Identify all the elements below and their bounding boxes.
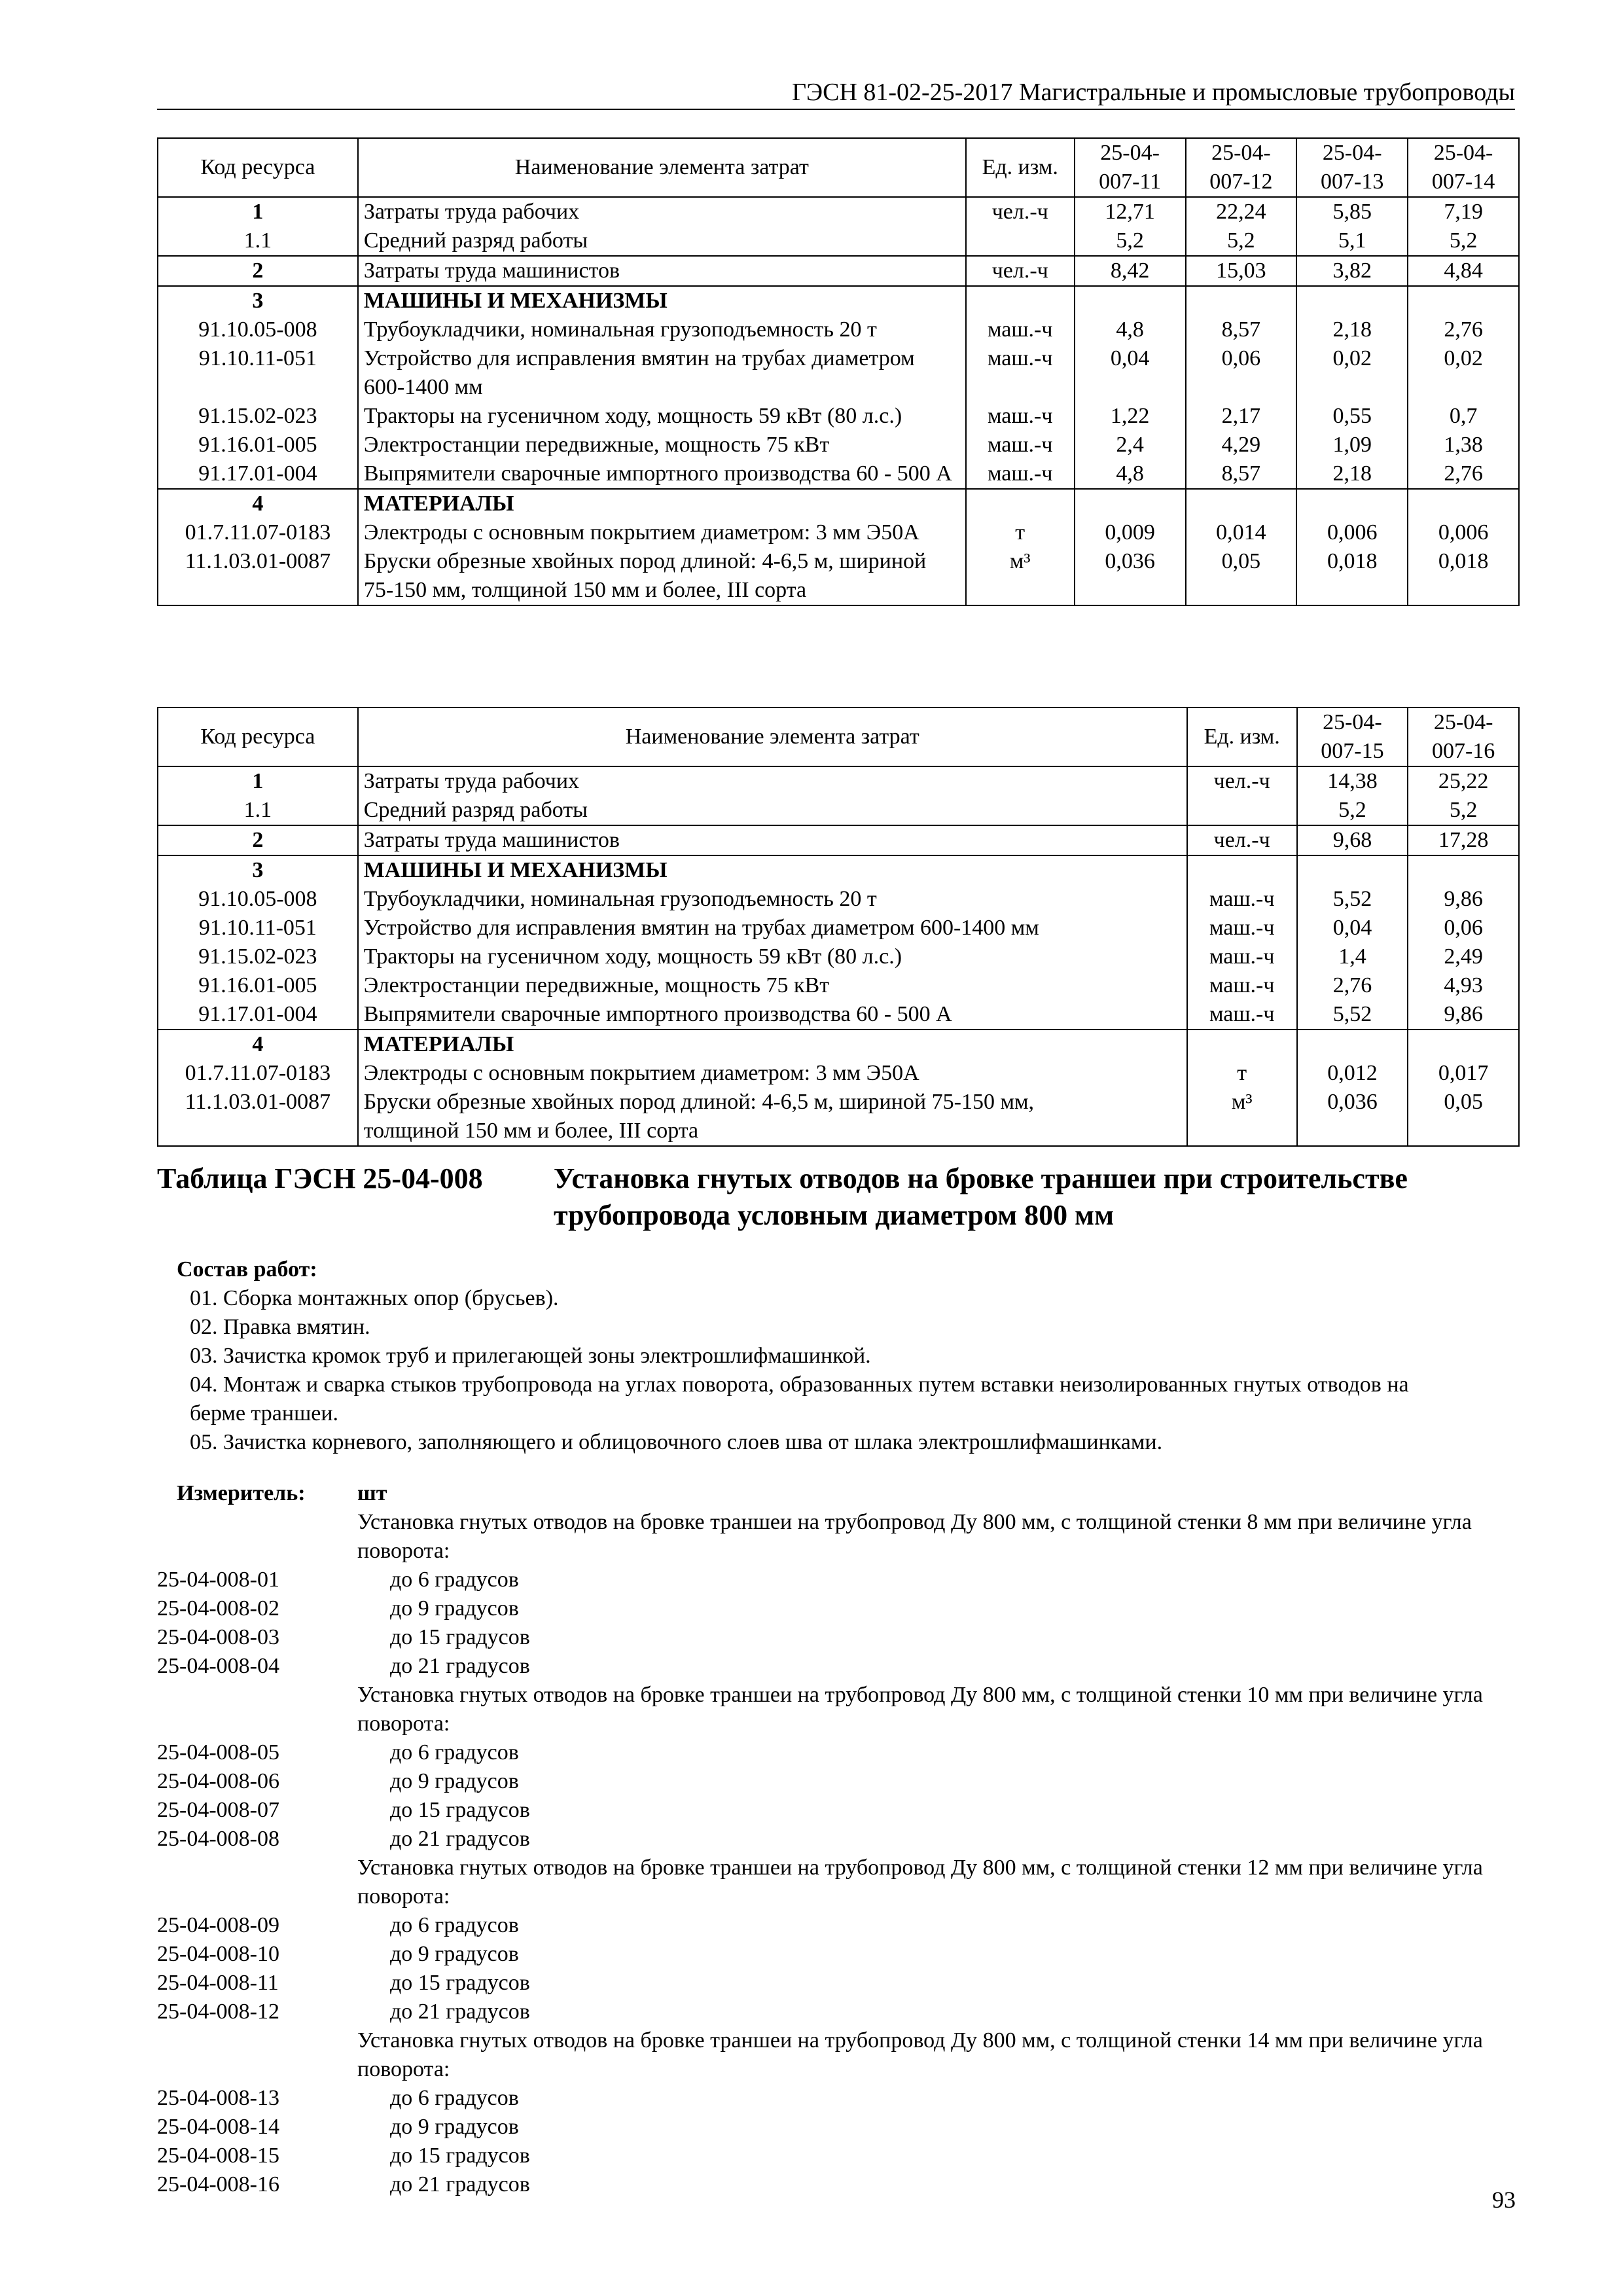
row-name: Устройство для исправления вмятин на трубах диаметром 600-1400 мм — [358, 914, 1187, 942]
table-row — [158, 402, 1519, 431]
row-unit: маш.-ч — [1187, 885, 1297, 914]
row-value: 4,93 — [1408, 971, 1519, 1000]
row-value: 17,28 — [1408, 825, 1519, 855]
row-name: Бруски обрезные хвойных пород длиной: 4-6,5 м, шириной 75-150 мм, толщиной 150 мм и более, III сорта — [358, 1088, 1187, 1146]
norm-text: до 15 градусов — [390, 1971, 530, 1995]
row-value: 2,76 — [1408, 315, 1519, 344]
row-code: 91.10.11-051 — [158, 344, 358, 402]
list-item — [157, 1940, 1499, 1969]
row-name: МАШИНЫ И МЕХАНИЗМЫ — [358, 855, 1187, 885]
group-description: Установка гнутых отводов на бровке траншеи на трубопровод Ду 800 мм, с толщиной стенки 12 мм при величине угла поворота: — [357, 1856, 1483, 1909]
row-name: МАШИНЫ И МЕХАНИЗМЫ — [358, 286, 966, 315]
row-unit: маш.-ч — [966, 402, 1075, 431]
row-value: 1,09 — [1296, 431, 1408, 459]
measure-label: Измеритель: — [177, 1481, 306, 1505]
row-value: 4,8 — [1075, 315, 1186, 344]
norm-text: до 15 градусов — [390, 1798, 530, 1822]
measure-unit: шт — [357, 1481, 387, 1505]
row-value: 5,1 — [1296, 226, 1408, 256]
row-value: 0,55 — [1296, 402, 1408, 431]
row-value: 9,86 — [1408, 885, 1519, 914]
running-header: ГЭСН 81-02-25-2017 Магистральные и промысловые трубопроводы — [157, 76, 1515, 110]
norm-code: 25-04-008-01 — [157, 1568, 279, 1592]
row-value: 2,76 — [1297, 971, 1408, 1000]
row-value: 2,76 — [1408, 459, 1519, 489]
row-unit: т — [966, 518, 1075, 547]
list-item — [157, 1998, 1499, 2026]
row-code: 1 — [158, 197, 358, 226]
norm-code: 25-04-008-12 — [157, 2000, 279, 2024]
composition-list — [190, 1284, 1446, 1457]
norm-text: до 6 градусов — [390, 1913, 519, 1937]
norm-code: 25-04-008-08 — [157, 1827, 279, 1851]
row-name: Электроды с основным покрытием диаметром: 3 мм Э50А — [358, 518, 966, 547]
header-code: Код ресурса — [158, 708, 358, 766]
row-value: 0,017 — [1408, 1059, 1519, 1088]
header-name: Наименование элемента затрат — [358, 708, 1187, 766]
row-value: 4,8 — [1075, 459, 1186, 489]
table-row — [158, 825, 1519, 855]
row-value: 0,036 — [1297, 1088, 1408, 1146]
row-value: 0,05 — [1186, 547, 1297, 605]
row-name: Затраты труда рабочих — [358, 197, 966, 226]
row-value: 0,018 — [1296, 547, 1408, 605]
row-value: 8,57 — [1186, 459, 1297, 489]
norm-code: 25-04-008-07 — [157, 1798, 279, 1822]
norm-list — [157, 1508, 1499, 2199]
row-name: Средний разряд работы — [358, 796, 1187, 825]
table-row — [158, 547, 1519, 605]
row-value: 2,17 — [1186, 402, 1297, 431]
row-value: 25,22 — [1408, 766, 1519, 796]
table-row — [158, 489, 1519, 518]
list-item — [157, 1969, 1499, 1998]
norm-code: 25-04-008-02 — [157, 1596, 279, 1621]
row-code: 3 — [158, 286, 358, 315]
norm-text: до 6 градусов — [390, 1568, 519, 1592]
row-code: 01.7.11.07-0183 — [158, 518, 358, 547]
norm-text: до 6 градусов — [390, 1740, 519, 1765]
norm-text: до 21 градусов — [390, 1654, 530, 1678]
table-row — [158, 1059, 1519, 1088]
list-item — [157, 1652, 1499, 1681]
row-unit: чел.-ч — [966, 256, 1075, 286]
row-unit — [1187, 796, 1297, 825]
row-code: 91.16.01-005 — [158, 971, 358, 1000]
row-code: 91.17.01-004 — [158, 459, 358, 489]
row-code: 4 — [158, 489, 358, 518]
norm-text: до 21 градусов — [390, 1827, 530, 1851]
table-row — [158, 256, 1519, 286]
row-value: 0,06 — [1408, 914, 1519, 942]
table-row — [158, 1000, 1519, 1030]
row-name: МАТЕРИАЛЫ — [358, 1030, 1187, 1059]
row-value: 1,38 — [1408, 431, 1519, 459]
group-description: Установка гнутых отводов на бровке траншеи на трубопровод Ду 800 мм, с толщиной стенки 10 мм при величине угла поворота: — [357, 1683, 1483, 1736]
table-row — [158, 459, 1519, 489]
row-value: 0,02 — [1296, 344, 1408, 402]
row-code: 91.10.05-008 — [158, 885, 358, 914]
norm-code: 25-04-008-15 — [157, 2144, 279, 2168]
row-code: 3 — [158, 855, 358, 885]
row-value: 9,68 — [1297, 825, 1408, 855]
norm-code: 25-04-008-06 — [157, 1769, 279, 1793]
row-value: 0,02 — [1408, 344, 1519, 402]
row-name: Затраты труда машинистов — [358, 825, 1187, 855]
row-value: 7,19 — [1408, 197, 1519, 226]
row-unit: чел.-ч — [966, 197, 1075, 226]
norm-text: до 21 градусов — [390, 2172, 530, 2197]
table-row — [158, 971, 1519, 1000]
list-item — [157, 1738, 1499, 1767]
page-number: 93 — [1492, 2187, 1516, 2213]
list-item — [157, 1825, 1499, 1854]
table-row — [158, 315, 1519, 344]
row-value: 0,04 — [1297, 914, 1408, 942]
table-row — [158, 796, 1519, 825]
row-value: 5,2 — [1408, 796, 1519, 825]
row-name: Бруски обрезные хвойных пород длиной: 4-6,5 м, шириной 75-150 мм, толщиной 150 мм и более, III сорта — [358, 547, 966, 605]
norm-text: до 9 градусов — [390, 1769, 519, 1793]
row-value: 2,4 — [1075, 431, 1186, 459]
norm-text: до 6 градусов — [390, 2086, 519, 2110]
composition-title: Состав работ: — [177, 1257, 317, 1282]
row-code: 91.10.05-008 — [158, 315, 358, 344]
row-name: Устройство для исправления вмятин на трубах диаметром 600-1400 мм — [358, 344, 966, 402]
resource-table-1 — [157, 137, 1520, 606]
table-row — [158, 286, 1519, 315]
row-value: 1,22 — [1075, 402, 1186, 431]
list-item: 01. Сборка монтажных опор (брусьев). — [190, 1286, 559, 1310]
table-row — [158, 1088, 1519, 1146]
list-item: 03. Зачистка кромок труб и прилегающей зоны электрошлифмашинкой. — [190, 1344, 871, 1368]
list-item — [157, 2084, 1499, 2113]
row-code: 11.1.03.01-0087 — [158, 547, 358, 605]
table-row — [158, 226, 1519, 256]
row-value: 0,06 — [1186, 344, 1297, 402]
norm-code: 25-04-008-14 — [157, 2115, 279, 2139]
row-unit: маш.-ч — [1187, 914, 1297, 942]
row-name: Средний разряд работы — [358, 226, 966, 256]
header-col: 25-04- 007-16 — [1408, 708, 1519, 766]
row-code: 91.16.01-005 — [158, 431, 358, 459]
row-value: 0,014 — [1186, 518, 1297, 547]
list-item — [157, 1623, 1499, 1652]
row-value: 2,18 — [1296, 315, 1408, 344]
row-value: 2,49 — [1408, 942, 1519, 971]
row-value: 4,84 — [1408, 256, 1519, 286]
norm-text: до 15 градусов — [390, 1625, 530, 1649]
row-name: Тракторы на гусеничном ходу, мощность 59 кВт (80 л.с.) — [358, 402, 966, 431]
list-item — [157, 2142, 1499, 2170]
row-name: МАТЕРИАЛЫ — [358, 489, 966, 518]
row-value: 12,71 — [1075, 197, 1186, 226]
row-code: 91.15.02-023 — [158, 942, 358, 971]
table-header-row — [158, 708, 1519, 766]
row-unit — [966, 226, 1075, 256]
row-value: 5,52 — [1297, 885, 1408, 914]
table-row — [158, 518, 1519, 547]
table-row — [158, 766, 1519, 796]
table-row — [158, 885, 1519, 914]
row-value: 8,57 — [1186, 315, 1297, 344]
row-unit: чел.-ч — [1187, 825, 1297, 855]
list-item — [157, 1911, 1499, 1940]
row-value: 9,86 — [1408, 1000, 1519, 1030]
row-value: 5,2 — [1408, 226, 1519, 256]
row-unit: маш.-ч — [1187, 1000, 1297, 1030]
row-name: Затраты труда машинистов — [358, 256, 966, 286]
row-unit: маш.-ч — [1187, 942, 1297, 971]
row-value: 0,012 — [1297, 1059, 1408, 1088]
row-unit: м³ — [1187, 1088, 1297, 1146]
row-unit: м³ — [966, 547, 1075, 605]
row-name: Тракторы на гусеничном ходу, мощность 59 кВт (80 л.с.) — [358, 942, 1187, 971]
row-value: 0,036 — [1075, 547, 1186, 605]
row-code: 2 — [158, 825, 358, 855]
row-value: 0,009 — [1075, 518, 1186, 547]
row-value: 5,2 — [1186, 226, 1297, 256]
table-label: Таблица ГЭСН 25-04-008 — [157, 1162, 483, 1194]
table-title: Установка гнутых отводов на бровке траншеи при строительстве трубопровода условным диаметром 800 мм — [554, 1162, 1408, 1231]
row-value: 0,006 — [1408, 518, 1519, 547]
row-value: 4,29 — [1186, 431, 1297, 459]
row-value: 0,006 — [1296, 518, 1408, 547]
list-item: 05. Зачистка корневого, заполняющего и облицовочного слоев шва от шлака электрошлифмашинками. — [190, 1430, 1163, 1454]
row-name: Трубоукладчики, номинальная грузоподъемность 20 т — [358, 885, 1187, 914]
row-value: 5,52 — [1297, 1000, 1408, 1030]
row-code: 91.17.01-004 — [158, 1000, 358, 1030]
norm-code: 25-04-008-09 — [157, 1913, 279, 1937]
row-name: Электроды с основным покрытием диаметром: 3 мм Э50А — [358, 1059, 1187, 1088]
norm-text: до 21 градусов — [390, 2000, 530, 2024]
norm-code: 25-04-008-16 — [157, 2172, 279, 2197]
norm-code: 25-04-008-04 — [157, 1654, 279, 1678]
row-value: 1,4 — [1297, 942, 1408, 971]
norm-code: 25-04-008-03 — [157, 1625, 279, 1649]
row-code: 1.1 — [158, 796, 358, 825]
row-value: 5,2 — [1075, 226, 1186, 256]
list-item — [157, 2113, 1499, 2142]
row-code: 11.1.03.01-0087 — [158, 1088, 358, 1146]
row-name: Электростанции передвижные, мощность 75 кВт — [358, 971, 1187, 1000]
header-name: Наименование элемента затрат — [358, 138, 966, 197]
row-code: 2 — [158, 256, 358, 286]
norm-text: до 9 градусов — [390, 1942, 519, 1966]
norm-code: 25-04-008-05 — [157, 1740, 279, 1765]
group-description: Установка гнутых отводов на бровке траншеи на трубопровод Ду 800 мм, с толщиной стенки 8 мм при величине угла поворота: — [357, 1510, 1472, 1563]
row-name: Выпрямители сварочные импортного производства 60 - 500 А — [358, 1000, 1187, 1030]
list-item — [157, 2170, 1499, 2199]
row-value: 2,18 — [1296, 459, 1408, 489]
row-name: Электростанции передвижные, мощность 75 кВт — [358, 431, 966, 459]
header-col: 25-04- 007-12 — [1186, 138, 1297, 197]
row-code: 1 — [158, 766, 358, 796]
header-col: 25-04- 007-11 — [1075, 138, 1186, 197]
resource-table-2 — [157, 707, 1520, 1147]
table-row — [158, 1030, 1519, 1059]
header-unit: Ед. изм. — [1187, 708, 1297, 766]
row-code: 91.10.11-051 — [158, 914, 358, 942]
norm-text: до 9 градусов — [390, 2115, 519, 2139]
row-name: Выпрямители сварочные импортного производства 60 - 500 А — [358, 459, 966, 489]
table-row — [158, 197, 1519, 226]
row-unit: маш.-ч — [966, 459, 1075, 489]
row-value: 0,05 — [1408, 1088, 1519, 1146]
list-item: 02. Правка вмятин. — [190, 1315, 370, 1339]
header-col: 25-04- 007-13 — [1296, 138, 1408, 197]
row-value: 5,2 — [1297, 796, 1408, 825]
row-unit: чел.-ч — [1187, 766, 1297, 796]
norm-text: до 9 градусов — [390, 1596, 519, 1621]
table-row — [158, 344, 1519, 402]
group-description: Установка гнутых отводов на бровке траншеи на трубопровод Ду 800 мм, с толщиной стенки 14 мм при величине угла поворота: — [357, 2028, 1483, 2081]
table-row — [158, 914, 1519, 942]
row-code: 4 — [158, 1030, 358, 1059]
norm-code: 25-04-008-13 — [157, 2086, 279, 2110]
header-col: 25-04- 007-15 — [1297, 708, 1408, 766]
row-unit: т — [1187, 1059, 1297, 1088]
row-value: 15,03 — [1186, 256, 1297, 286]
row-unit: маш.-ч — [966, 431, 1075, 459]
table-row — [158, 855, 1519, 885]
row-code: 91.15.02-023 — [158, 402, 358, 431]
list-item: 04. Монтаж и сварка стыков трубопровода на углах поворота, образованных путем вставки неизолированных гнутых отводов на берме траншеи. — [190, 1372, 1409, 1426]
row-value: 0,018 — [1408, 547, 1519, 605]
list-item — [157, 1594, 1499, 1623]
list-item — [157, 1796, 1499, 1825]
row-unit: маш.-ч — [1187, 971, 1297, 1000]
norm-code: 25-04-008-11 — [157, 1971, 279, 1995]
row-value: 3,82 — [1296, 256, 1408, 286]
header-col: 25-04- 007-14 — [1408, 138, 1519, 197]
list-item — [157, 1767, 1499, 1796]
norm-text: до 15 градусов — [390, 2144, 530, 2168]
row-unit: маш.-ч — [966, 344, 1075, 402]
header-code: Код ресурса — [158, 138, 358, 197]
row-name: Трубоукладчики, номинальная грузоподъемность 20 т — [358, 315, 966, 344]
row-name: Затраты труда рабочих — [358, 766, 1187, 796]
table-header-row — [158, 138, 1519, 197]
row-value: 0,7 — [1408, 402, 1519, 431]
row-value: 5,85 — [1296, 197, 1408, 226]
row-value: 14,38 — [1297, 766, 1408, 796]
table-row — [158, 431, 1519, 459]
norm-code: 25-04-008-10 — [157, 1942, 279, 1966]
row-value: 8,42 — [1075, 256, 1186, 286]
row-code: 1.1 — [158, 226, 358, 256]
list-item — [157, 1566, 1499, 1594]
table-row — [158, 942, 1519, 971]
row-code: 01.7.11.07-0183 — [158, 1059, 358, 1088]
header-unit: Ед. изм. — [966, 138, 1075, 197]
row-unit: маш.-ч — [966, 315, 1075, 344]
row-value: 0,04 — [1075, 344, 1186, 402]
row-value: 22,24 — [1186, 197, 1297, 226]
